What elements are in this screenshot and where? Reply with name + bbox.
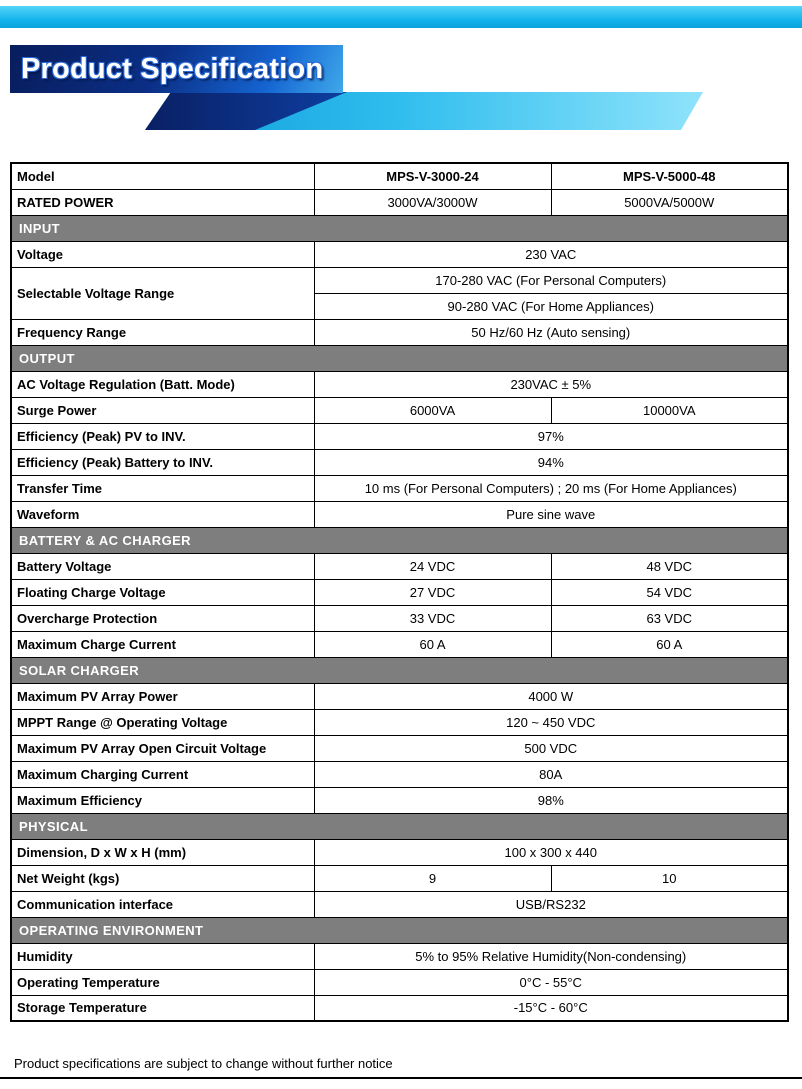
spec-value: 50 Hz/60 Hz (Auto sensing) — [314, 319, 788, 345]
spec-value: -15°C - 60°C — [314, 995, 788, 1021]
spec-value: 60 A — [314, 631, 551, 657]
spec-value: 0°C - 55°C — [314, 969, 788, 995]
spec-label: Floating Charge Voltage — [11, 579, 314, 605]
spec-row — [11, 371, 788, 397]
spec-value: 230VAC ± 5% — [314, 371, 788, 397]
spec-row — [11, 735, 788, 761]
spec-label: AC Voltage Regulation (Batt. Mode) — [11, 371, 314, 397]
spec-value: 10000VA — [551, 397, 788, 423]
section-row — [11, 215, 788, 241]
spec-value: 10 ms (For Personal Computers) ; 20 ms (For Home Appliances) — [314, 475, 788, 501]
title-banner — [10, 45, 343, 93]
spec-label: Efficiency (Peak) Battery to INV. — [11, 449, 314, 475]
spec-value: 48 VDC — [551, 553, 788, 579]
spec-value: 5000VA/5000W — [551, 189, 788, 215]
spec-row — [11, 969, 788, 995]
spec-value: 100 x 300 x 440 — [314, 839, 788, 865]
spec-value: MPS-V-3000-24 — [314, 163, 551, 189]
spec-label: Humidity — [11, 943, 314, 969]
spec-row — [11, 995, 788, 1021]
spec-value: MPS-V-5000-48 — [551, 163, 788, 189]
spec-value: 90-280 VAC (For Home Appliances) — [314, 293, 788, 319]
section-row — [11, 813, 788, 839]
spec-value: 5% to 95% Relative Humidity(Non-condensing) — [314, 943, 788, 969]
spec-row — [11, 267, 788, 293]
spec-label: Maximum Efficiency — [11, 787, 314, 813]
spec-label: Operating Temperature — [11, 969, 314, 995]
spec-label: Transfer Time — [11, 475, 314, 501]
section-header: OUTPUT — [11, 345, 788, 371]
spec-row — [11, 891, 788, 917]
spec-label: Voltage — [11, 241, 314, 267]
spec-row — [11, 865, 788, 891]
spec-value: USB/RS232 — [314, 891, 788, 917]
spec-label: Net Weight (kgs) — [11, 865, 314, 891]
spec-label: Maximum Charging Current — [11, 761, 314, 787]
section-row — [11, 917, 788, 943]
spec-value: 4000 W — [314, 683, 788, 709]
spec-value: 120 ~ 450 VDC — [314, 709, 788, 735]
spec-table-body — [11, 163, 788, 1021]
spec-value: 54 VDC — [551, 579, 788, 605]
section-row — [11, 657, 788, 683]
spec-label: Efficiency (Peak) PV to INV. — [11, 423, 314, 449]
spec-value: 230 VAC — [314, 241, 788, 267]
spec-label: Dimension, D x W x H (mm) — [11, 839, 314, 865]
spec-value: 63 VDC — [551, 605, 788, 631]
spec-row — [11, 319, 788, 345]
spec-label: Selectable Voltage Range — [11, 267, 314, 319]
section-header: PHYSICAL — [11, 813, 788, 839]
spec-label: Communication interface — [11, 891, 314, 917]
spec-value: 6000VA — [314, 397, 551, 423]
spec-row — [11, 943, 788, 969]
spec-value: 3000VA/3000W — [314, 189, 551, 215]
section-header: INPUT — [11, 215, 788, 241]
spec-label: Battery Voltage — [11, 553, 314, 579]
spec-row — [11, 189, 788, 215]
spec-row — [11, 449, 788, 475]
page-title: Product Specification — [21, 52, 324, 85]
top-accent-bar — [0, 6, 802, 28]
spec-table — [10, 162, 789, 1022]
spec-row — [11, 787, 788, 813]
spec-value: 27 VDC — [314, 579, 551, 605]
spec-value: 33 VDC — [314, 605, 551, 631]
spec-value: 60 A — [551, 631, 788, 657]
spec-label: Maximum PV Array Power — [11, 683, 314, 709]
spec-row — [11, 605, 788, 631]
spec-row — [11, 579, 788, 605]
spec-label: Maximum PV Array Open Circuit Voltage — [11, 735, 314, 761]
spec-label: RATED POWER — [11, 189, 314, 215]
bottom-rule — [0, 1077, 802, 1079]
spec-label: Maximum Charge Current — [11, 631, 314, 657]
spec-value: 170-280 VAC (For Personal Computers) — [314, 267, 788, 293]
spec-row — [11, 241, 788, 267]
spec-value: 80A — [314, 761, 788, 787]
section-row — [11, 527, 788, 553]
spec-value: 24 VDC — [314, 553, 551, 579]
section-header: SOLAR CHARGER — [11, 657, 788, 683]
spec-row — [11, 761, 788, 787]
spec-value: 97% — [314, 423, 788, 449]
section-row — [11, 345, 788, 371]
spec-row — [11, 709, 788, 735]
spec-label: Frequency Range — [11, 319, 314, 345]
spec-row — [11, 397, 788, 423]
spec-label: MPPT Range @ Operating Voltage — [11, 709, 314, 735]
section-header: BATTERY & AC CHARGER — [11, 527, 788, 553]
spec-value: Pure sine wave — [314, 501, 788, 527]
spec-row — [11, 683, 788, 709]
spec-row — [11, 631, 788, 657]
section-header: OPERATING ENVIRONMENT — [11, 917, 788, 943]
spec-value: 98% — [314, 787, 788, 813]
spec-row — [11, 839, 788, 865]
spec-value: 10 — [551, 865, 788, 891]
spec-label: Waveform — [11, 501, 314, 527]
spec-value: 94% — [314, 449, 788, 475]
spec-row — [11, 423, 788, 449]
spec-row — [11, 501, 788, 527]
spec-label: Storage Temperature — [11, 995, 314, 1021]
spec-label: Model — [11, 163, 314, 189]
spec-value: 500 VDC — [314, 735, 788, 761]
spec-value: 9 — [314, 865, 551, 891]
spec-label: Surge Power — [11, 397, 314, 423]
spec-row — [11, 475, 788, 501]
spec-row — [11, 163, 788, 189]
spec-row — [11, 553, 788, 579]
spec-label: Overcharge Protection — [11, 605, 314, 631]
footer-note: Product specifications are subject to change without further notice — [14, 1056, 393, 1071]
